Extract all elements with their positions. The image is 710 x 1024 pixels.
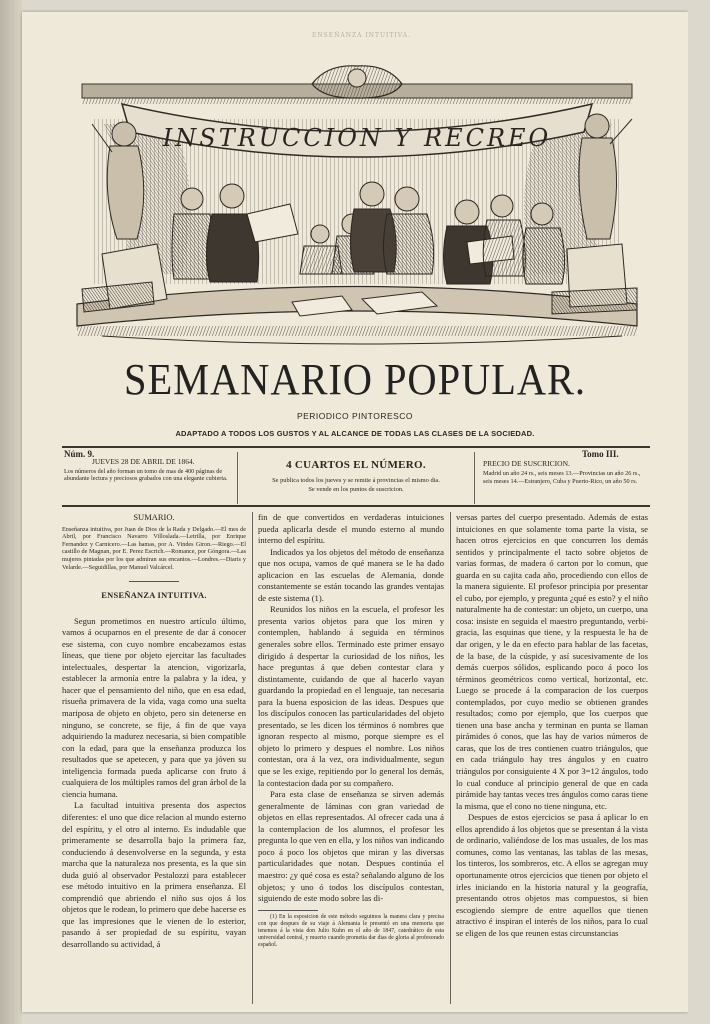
info-divider-left xyxy=(237,452,238,504)
scan-background xyxy=(688,0,710,1024)
issue-date: JUEVES 28 DE ABRIL DE 1864. xyxy=(92,457,195,466)
article-paragraph: Indicados ya los objetos del método de enseñanza que nos ocupa, vamos de qué manera se le ha dado aplicacion en las escuelas de Alemania, donde constantemente se están tocando las grandes ventajas de este sistema (1). xyxy=(258,546,444,603)
sumario-text: Enseñanza intuitiva, por Juan de Dios de la Rada y Delgado.—El mes de Abril, por Francisco Navarro Villoslada.—Letrilla, por Enrique Fernandez y Carnicero.—Las hamas, por A. Vindes Giron.—Riego.—El castillo de Magnan, por E. Perez Escrich.—Romance, por Góngora.—Las mujeres pintadas por los que admiran sus encantos.—Londres.—Diaris y Velarde.—Seguidillas, por Manuel Valcárcel. xyxy=(62,525,246,571)
price-per-issue: 4 CUARTOS EL NÚMERO. xyxy=(286,459,426,471)
footnote-divider xyxy=(258,910,318,911)
article-paragraph: Reunidos los niños en la escuela, el profesor les presenta varios objetos para que los miren y contemplen, hablando á seguida en términos generales sobre ellos. Terminado este primer ensayo dirigido á despertar la curiosidad de los niños, les hace preguntas á que deben contestar clara y distintamente, cuidando de que al hacerlo vayan guardando la propiedad en el lenguaje, tan necesaria para la buena esposicion de las ideas. Despues que los discípulos conocen las particularidades del objeto presentado, se les dicen los términos ó nombres que ignoran respecto al mismo, porque siempre es el objeto lo primero y despues el nombre. Los niños contestan, ora á la vez, ora individualmente, segun que se les exige, repitiendo por lo general los demás, la contestacion dada por su compañero. xyxy=(258,604,444,788)
column-divider-1 xyxy=(252,512,253,1004)
subscription-title: PRECIO DE SUSCRICION. xyxy=(483,459,570,468)
column-3 xyxy=(456,512,648,939)
price-note-2: Se vende en los puntos de suscricion. xyxy=(308,486,404,493)
newspaper-tagline: ADAPTADO A TODOS LOS GUSTOS Y AL ALCANCE DE TODAS LAS CLASES DE LA SOCIEDAD. xyxy=(175,429,535,438)
column-divider-2 xyxy=(450,512,451,1004)
running-head: ENSEÑANZA INTUITIVA. xyxy=(312,32,411,39)
article-paragraph: La facultad intuitiva presenta dos aspectos diferentes: el uno que dice relacion al mundo esterno del espíritu, y el otro al interno. Es indudable que primeramente se desarrolla bajo la primera faz, conduciendo á desenvolverse en la segunda, y esta marcha que la naturaleza nos presenta, es la que sin duda guió al observador Pestalozzi para establecer ese método intuitivo en la primera enseñanza. El comprendió que abriendo el niño sus ojos á los objetos que le rodean, lo primero que debe hacerse es que las impresiones que le vienen de lo esterior, pasando á ser propiedad de su espíritu, vayan desarrollando su actividad, á xyxy=(62,800,246,949)
reading-group xyxy=(172,182,565,284)
subscription-text: Madrid un año 24 rs., seis meses 13.—Provincias un año 26 rs., seis meses 14.—Estranjero, Cuba y Puerto-Rico, un año 50 rs. xyxy=(483,470,641,485)
article-heading: ENSEÑANZA INTUITIVA. xyxy=(101,591,207,601)
info-divider-right xyxy=(474,452,475,504)
sumario-divider xyxy=(129,581,179,582)
book-spine xyxy=(0,0,22,1024)
top-rule xyxy=(62,446,650,448)
sumario-heading: SUMARIO. xyxy=(133,512,175,522)
footnote: (1) En la esposicion de este método seguimos la manera clara y precisa con que despues de su viaje á Alemania le presentó en una memoria que tenemos á la vista don Julio Kuhn en el año de 1847, catedrático de esta universidad central, y muerto cuando prometia dar dias de gloria al profesorado español. xyxy=(258,913,444,948)
column-2 xyxy=(258,512,444,949)
article-paragraph: fin de que convertidos en verdaderas intuiciones pueda aplicarla desde el mundo esterno al mundo interno del espíritu. xyxy=(258,512,444,546)
article-paragraph: Segun prometimos en nuestro artículo último, vamos á ocuparnos en el presente de dar á conocer ese sistema, con cuyo nombre encabezamos estas líneas, que tiene por objeto ejercitar las facultades intelectuales, despertar la atencion, vigorizarla, establecer la armonía entre la palabra y la idea, y hacer que el pensamiento del niño, que en esa edad, risueña primavera de la vida, vaga como una suelta mariposa de objeto en objeto, pero sin detenerse en ninguno, se concrete, se fije, á fin de que vaya adquiriendo la madurez necesaria, si bien compatible con la edad, para que la enseñanza produzca los resultados que se apetecen, y para que ya jóven su inteligencia formada pueda aplicarse con fruto á cualquiera de los múltiples ramos del gran árbol de la ciencia humana. xyxy=(62,615,246,799)
info-bottom-rule xyxy=(62,505,650,507)
banner-text: INSTRUCCION Y RECREO xyxy=(162,124,552,152)
newspaper-page xyxy=(22,12,688,1012)
newspaper-subtitle: PERIODICO PINTORESCO xyxy=(296,411,414,421)
tome-number: Tomo III. xyxy=(582,449,619,459)
price-note-1: Se publica todos los jueves y se remite á provincias el mismo dia. xyxy=(272,477,440,484)
article-paragraph: Despues de estos ejercicios se pasa á aplicar lo en ellos aprendido á los objetos que se presentan á la vista de ordinario, valiéndose de los mas usuales, de los mas comunes, como las ventanas, las tablas de las mesas, los tinteros, los sombreros, etc. A ellos se agregan muy oportunamente otros ejercicios que tienen por objeto el irles iniciando en la historia natural y la geografía, presentando otros objetos mas compuestos, si bien escogiendo siempre de entre aquellos que tienen atractivo é inspiran el interés de los niños, para lo cual se eligen de los que reunen estas circunstancias xyxy=(456,812,648,938)
masthead-engraving xyxy=(62,64,652,349)
newspaper-title: SEMANARIO POPULAR. xyxy=(124,355,586,404)
issue-number: Núm. 9. xyxy=(64,449,95,459)
issue-date-note: Los números del año forman un tomo de mas de 400 páginas de abundante lectura y preciosos grabados con una elegante cubierta. xyxy=(64,468,228,483)
right-cherub xyxy=(579,114,632,239)
article-paragraph: Para esta clase de enseñanza se sirven además generalmente de láminas con gran variedad de objetos en ellas representados. Al ofrecer cada una á la contemplacion de los alumnos, el profesor les pregunta lo que ven en ella, y los niños van indicando poco á poco los objetos que miran y las diversas particularidades que notan. Despues continúa el maestro: ¿y qué cosa es esta? señalando alguno de los objetos; y uno ó todos los discípulos contestan, siguiendo de este modo sobre las di- xyxy=(258,789,444,904)
article-paragraph: versas partes del cuerpo presentado. Además de estas intuiciones en que solamente toma parte la vista, se hacen otros ejercicios en que concurren los demás sentidos y principalmente el tacto sobre objetos de varias formas, de madera ó carton por lo comun, que guarda en su cajita cada año, procediendo con ellos de la manera siguiente. El profesor principia por presentar el cubo, por ejemplo, y pregunta ¿qué es esto? y el niño naturalmente ha de contestar: un objeto, un cuerpo, una cosa: insiste en seguida el maestro preguntando, verbi-gracia, las esquinas que tiene, y la respuesta le ha de dar origen, y le da en efecto para hablar de las facetas, de la base, de la cúspide, y así sucesivamente de los demás cuerpos sólidos, esplicando poco á poco los términos geométricos como vertical, horizontal, etc. Luego se procede á la comparacion de los cuerpos contemplados, por cuyo medio se obtienen grandes resultados; como por ejemplo, que los cuerpos que tienen una base ancha y terminan en punta se llaman pirámides ó conos, que las hay de varios números de caras, que los de tres contienen cuatro triángulos, que en cada triángulo hay tres ángulos y en cuatro triángulos por consiguiente 4 X por 3=12 ángulos, todo lo cual conduce al principio general de que en cada pirámide hay tantas veces tres ángulos como caras tiene la misma, que el cono no tiene ninguna, etc. xyxy=(456,512,648,811)
column-1 xyxy=(62,512,246,951)
